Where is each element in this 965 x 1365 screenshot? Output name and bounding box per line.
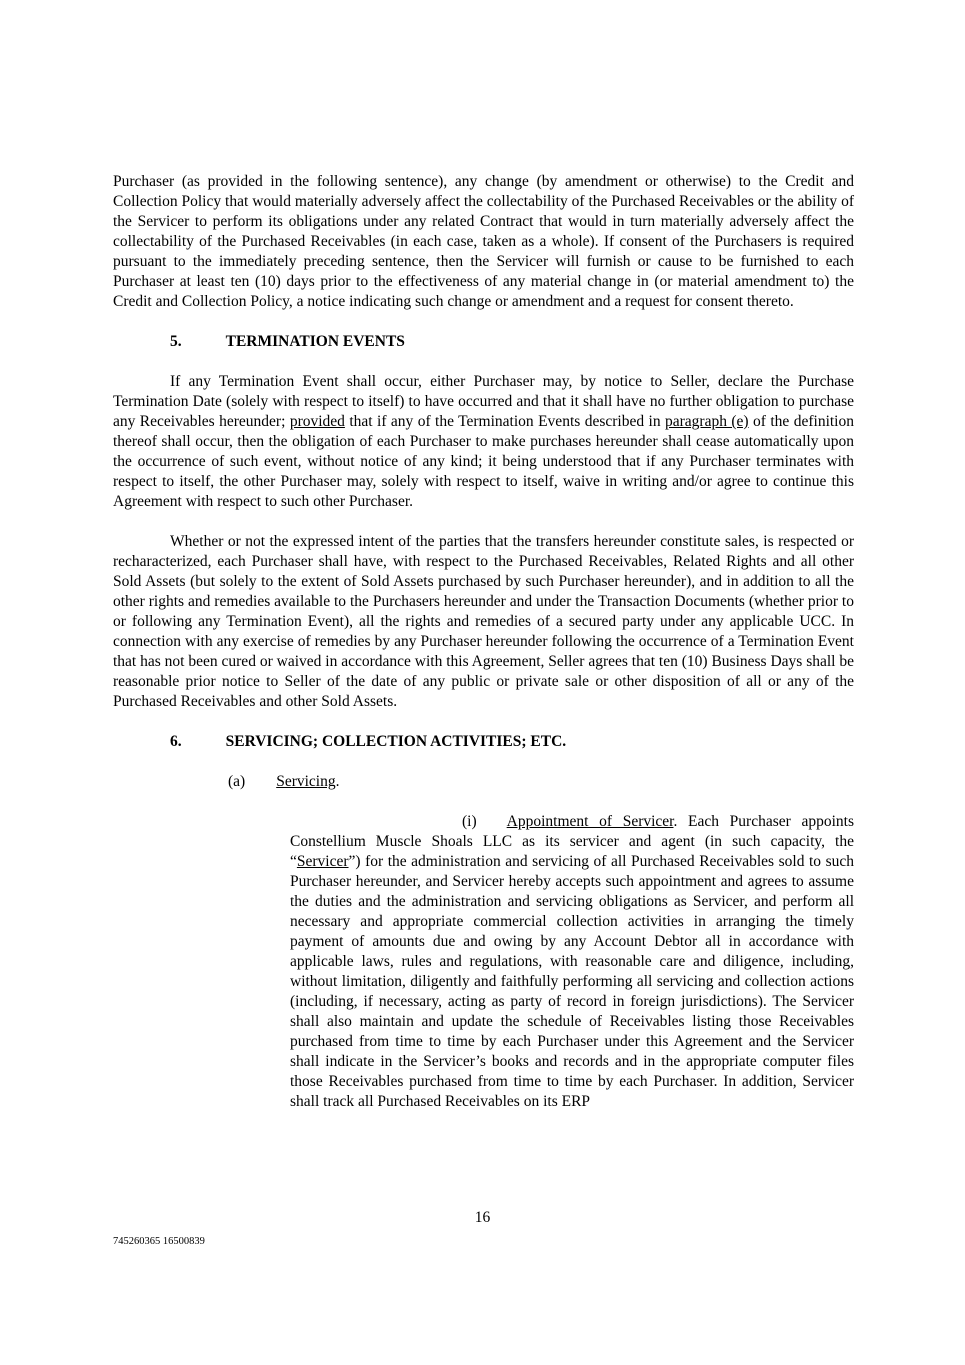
document-body bbox=[113, 172, 854, 1112]
paragraph-text: of the definition thereof shall occur, then the obligation of each Purchaser to make purchases hereunder shall cease automatically upon the occurrence of such event, without notice of any kind; it being understood that if any Purchaser terminates with respect to itself, the other Purchaser may, solely with respect to itself, waive in writing and/or agree to continue this Agreement with respect to such other Purchaser. bbox=[113, 413, 854, 510]
underlined-term-paragraph-e: paragraph (e) bbox=[665, 413, 749, 430]
paragraph-continuation bbox=[113, 172, 854, 312]
section-5-paragraph-2 bbox=[113, 532, 854, 712]
subsection-a-heading bbox=[113, 772, 854, 792]
paragraph-text: that if any of the Termination Events described in bbox=[344, 413, 665, 430]
clause-i-heading: Appointment of Servicer bbox=[506, 813, 674, 830]
section-6-title: SERVICING; COLLECTION ACTIVITIES; ETC. bbox=[225, 733, 567, 750]
section-5-paragraph-1 bbox=[113, 372, 854, 512]
paragraph-text: Whether or not the expressed intent of the parties that the transfers hereunder constitute sales, is respected or recharacterized, each Purchaser shall have, with respect to the Purchased Receivables, Related Rights and all other Sold Assets (but solely to the extent of Sold Assets purchased by such Purchaser hereunder), and in addition to all the other rights and remedies available to the Purchasers hereunder and under the Transaction Documents (whether prior to or following any Termination Event), all the rights and remedies of a secured party under any applicable UCC. In connection with any exercise of remedies by any Purchaser hereunder following the occurrence of a Termination Event that has not been cured or waived in accordance with this Agreement, Seller agrees that ten (10) Business Days shall be reasonable prior notice to Seller of the date of any public or private sale or other disposition of all or any of the Purchased Receivables and other Sold Assets. bbox=[113, 533, 854, 710]
paragraph-text: If any Termination Event shall occur, either Purchaser may, by notice to Seller, declare the Purchase Termination Date (solely with respect to itself) to have occurred and that it shall have no further obligation to purchase any Receivables hereunder; bbox=[113, 373, 854, 430]
section-5-title: TERMINATION EVENTS bbox=[225, 333, 405, 350]
subsection-a-label: (a) bbox=[228, 773, 246, 790]
subsection-a-period: . bbox=[335, 773, 340, 790]
subsection-a-title: Servicing bbox=[276, 773, 336, 790]
document-id-footer: 745260365 16500839 bbox=[113, 1236, 205, 1247]
section-5-heading bbox=[113, 332, 854, 352]
section-6-number: 6. bbox=[170, 733, 182, 750]
section-6-heading bbox=[113, 732, 854, 752]
clause-i-paragraph bbox=[290, 812, 854, 1112]
underlined-term-servicer: Servicer bbox=[296, 853, 349, 870]
paragraph-text: Purchaser (as provided in the following sentence), any change (by amendment or otherwise) to the Credit and Collection Policy that would materially adversely affect the collectability of the Purchased Receivables or the ability of the Servicer to perform its obligations under any related Contract that would in turn materially adversely affect the collectability of the Purchased Receivables (in each case, taken as a whole). If consent of the Purchasers is required pursuant to the immediately preceding sentence, then the Servicer will furnish or cause to be furnished to each Purchaser at least ten (10) days prior to the effectiveness of any material change in (or material amendment to) the Credit and Collection Policy, a notice indicating such change or amendment and a request for consent thereto. bbox=[113, 173, 854, 310]
section-5-number: 5. bbox=[170, 333, 182, 350]
page-number: 16 bbox=[474, 1209, 491, 1226]
underlined-term-provided: provided bbox=[289, 413, 345, 430]
clause-i-label: (i) bbox=[462, 813, 477, 830]
paragraph-text: ”) for the administration and servicing of all Purchased Receivables sold to such Purchaser hereunder, and Servicer hereby accepts such appointment and agrees to assume the duties and the administration and servicing obligations as Servicer, and perform all necessary and appropriate commercial collection activities in arranging the timely payment of amounts due and owing by any Account Debtor all in accordance with applicable laws, rules and regulations, with reasonable care and diligence, including, without limitation, diligently and faithfully performing all servicing and collection actions (including, if necessary, acting as party of record in foreign jurisdictions). The Servicer shall also maintain and update the schedule of Receivables listing those Receivables purchased from time to time by each Purchaser under this Agreement and the Servicer shall indicate in the Servicer’s books and records and in the appropriate computer files those Receivables purchased from time to time by each Purchaser. In addition, Servicer shall track all Purchased Receivables on its ERP bbox=[290, 853, 854, 1110]
paragraph-text: . Each Purchaser appoints Constellium Muscle Shoals LLC as its servicer and agent (in such capacity, the “ bbox=[290, 813, 854, 870]
